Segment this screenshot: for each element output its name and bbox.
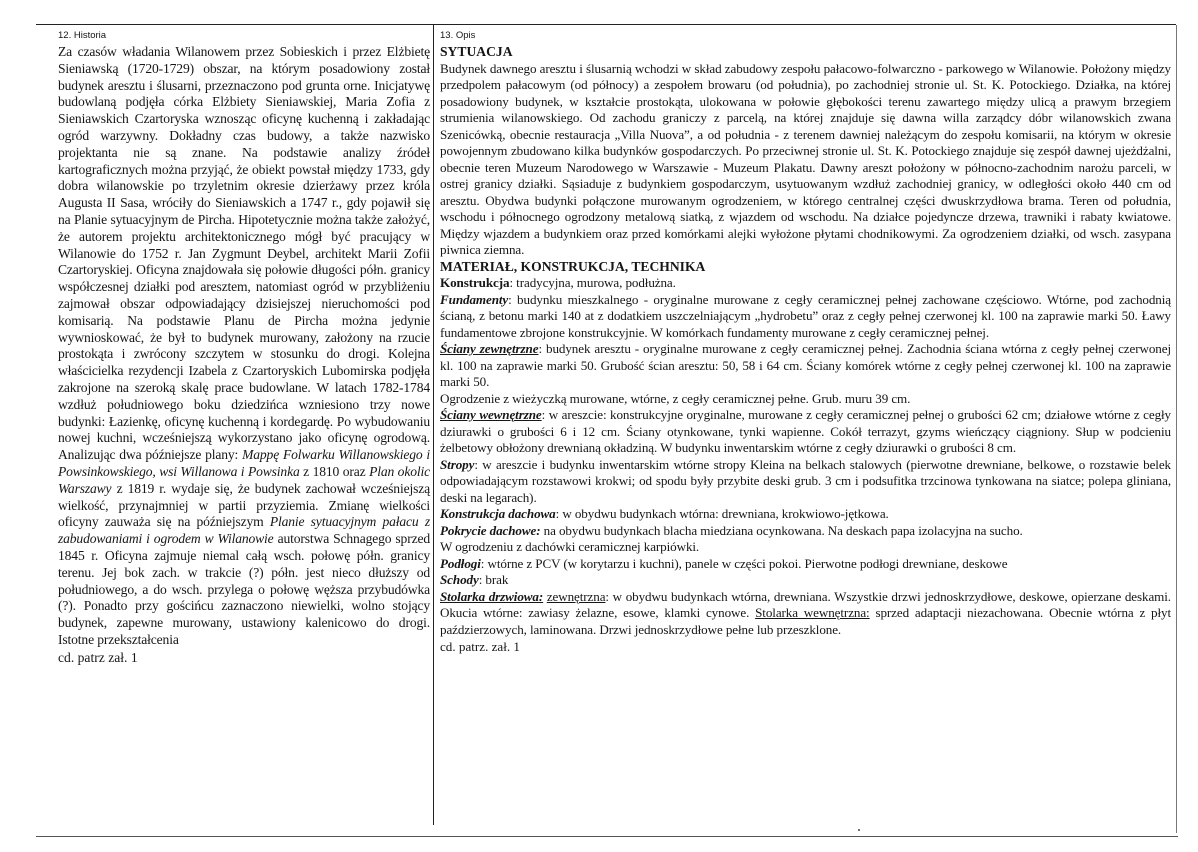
history-label: 12. Historia xyxy=(58,30,107,41)
roofing-label: Pokrycie dachowe: xyxy=(440,522,541,538)
column-divider xyxy=(433,25,434,825)
joinery-outer-text: : w obydwu budynkach wtórna, drewniana. Wszystkie drzwi jednoskrzydłowe, deskowe, opierzane deskami. Okucia wtórne: zawiasy żelazne, esowe, klamki cynowe. xyxy=(440,588,1171,620)
document-sheet xyxy=(36,24,1176,833)
history-text-1: Za czasów władania Wilanowem przez Sobieskich i przez Elżbietę Sieniawską (1720-1729) obszar, na którym posadowiony został budynek aresztu i ślusarni, przeznaczono pod grunta orne. Inicjatywę budowlaną podjęła córka Elżbiety Sieniawskiej, Maria Zofia z Sieniawskich Czartoryska wznosząc oficynę kuchenną i zakładając ogród warzywny. Dokładny czas budowy, a także nazwisko projektanta nie są znane. Na podstawie analizy źródeł kartograficznych można przyjąć, że obiekt powstał między 1733, gdy dobra wilanowskie po trzyletnim okresie dzierżawy przez króla Augusta II Sasa, wróciły do Sieniawskich a 1747 r., gdy pojawił się na Planie sytuacyjnym de Pircha. Hipotetycznie można także założyć, że autorem projektu architektonicznego mógł być pracujący w Wilanowie do 1752 r. Jan Zygmunt Deybel, architekt Marii Zofii Czartoryskiej. Oficyna znajdowała się połowie długości półn. granicy współczesnej działki pod aresztem, natomiast ogród w przybliżeniu zajmował obszar odpowiadający dzisiejszej nieruchomości pod komisarią. Na podstawie Planu de Pircha można jedynie wywnioskować, że był to budynek murowany, założony na rzucie prostokąta i zwrócony szczytem w stosunku do drogi. Kolejna właścicielka rezydencji Izabela z Czartoryskich Lubomirska podjęła zakrojone na szeroką skalę prace budowlane. W latach 1782-1784 wzdłuż południowego boku dziedzińca wzniesiono trzy nowe budynki: Łazienkę, oficynę kuchenną i kordegardę. Po wybudowaniu nowej kuchni, wcześniejszą wykorzystano jako oficynę ogrodową. Analizując dwa późniejsze plany: xyxy=(58,44,430,463)
map-title-okolice: Plan okolic Warszawy xyxy=(58,463,430,496)
ceilings-text: : w areszcie i budynku inwentarskim wtórne stropy Kleina na belkach stalowych (pierwotne drewniane, belkowe, o rozstawie belek odpowiadającym rozstawowi krokwi; od spodu były przybite deski grub. 3 cm i podsufitka trzcinowa tynkowana na siatce; polepa gliniana, deski na legarach). xyxy=(440,456,1171,505)
history-text-2: z 1810 oraz xyxy=(299,463,370,479)
history-continued-note: cd. patrz zał. 1 xyxy=(58,649,138,665)
stairs-label: Schody xyxy=(440,572,479,587)
outer-walls-text: : budynek aresztu - oryginalne murowane z cegły ceramicznej pełnej. Zachodnia ściana wtórna z cegły pełnej czerwonej kl. 100 na zaprawie marki 50. Grubość ścian aresztu: 50, 58 i 64 cm. Ściany komórek wtórne z cegły pełnej czerwonej kl. 100 na zaprawie marki 50. xyxy=(440,341,1171,389)
description-label: 13. Opis xyxy=(440,30,476,41)
stairs-entry xyxy=(440,572,1171,589)
floors-text: : wtórne z PCV (w korytarzu i kuchni), panele w części pokoi. Pierwotne podłogi drewniane, deskowe xyxy=(480,555,1008,571)
roof-structure-entry xyxy=(440,506,1171,523)
history-paragraph xyxy=(58,44,430,649)
situation-paragraph: Budynek dawnego aresztu i ślusarnią wchodzi w skład zabudowy zespołu pałacowo-folwarczno - parkowego w Wilanowie. Położony między przedpolem pałacowym (od północy) a zespołem browaru (od południa), po zachodniej stronie ul. St. K. Potockiego. Działka, na której posadowiony budynek, w kształcie prostokąta, ulokowana w połowie głębokości terenu zawartego między ulicą a prawym brzegiem strumienia wilanowskiego. Od zachodu graniczy z parcelą, na której znajduje się dawna willa zarządcy dóbr wilanowskich zwana Szenicówką, obecnie restauracja „Villa Nuova”, a od południa - z terenem dawniej należącym do zespołu komisarii, na którym w okresie powojennym zbudowano kilka budynków gospodarczych. Po przeciwnej stronie ul. St. K. Potockiego znajduje się zespół dawnej ujeżdżalni, obecnie teren Muzeum Narodowego w Warszawie - Muzeum Plakatu. Dawny areszt położony w północno-zachodnim narożu parceli, w ostrej granicy działki. Sąsiaduje z budynkiem gospodarczym, usytuowanym wzdłuż zachodniej granicy, w odległości około 440 cm od aresztu. Obydwa budynki połączone murowanym ogrodzeniem, w którego centralnej części dwuskrzydłowa brama. Teren od południa, wschodu i północnego ogrodzony metalową siatką, z wjazdem od wschodu. Na działce pojedyncze drzewa, trawniki i rabaty kwiatowe. Między wjazdem a budynkiem oraz przed komórkami alejki wyłożone płytami chodnikowymi. Za ogrodzeniem działki, od wsch. zasypana piwnica ziemna. xyxy=(440,60,1171,257)
construction-label: Konstrukcja xyxy=(440,275,510,290)
ceilings-entry xyxy=(440,457,1171,507)
stairs-text: : brak xyxy=(478,572,509,587)
inner-walls-text: : w areszcie: konstrukcyjne oryginalne, murowane z cegły ceramicznej pełnej o grubości 62 cm; działowe wtórne z cegły dziurawki o grubości 6 i 12 cm. Ściany otynkowane, tynki wapienne. Cokół terrazyt, gzyms wieńczący ciągniony. Słup w podcieniu żelbetowy obłożony drewnianą okładziną. W budynku inwentarskim wtórne z cegły dziurawki o grubości 8 cm. xyxy=(440,407,1171,455)
foundations-entry xyxy=(440,292,1171,342)
description-continued-note: cd. patrz. zał. 1 xyxy=(440,639,520,654)
history-text-4: autorstwa Schnagego sprzed 1845 r. Oficyna zajmuje niemal całą wsch. połowę półn. granicy terenu. Jej bok zach. w trakcie (?) półn. jest nieco dłuższy od południowego, a do wsch. przylega o połowę węższa przybudówka (?). Ponadto przy gościńcu zaznaczono niewielki, wolno stojący budynek, zapewne murowany, ustawiony kalenicowo do drogi. Istotne przekształcenia xyxy=(58,531,430,647)
roofing-fence-entry: W ogrodzeniu z dachówki ceramicznej karpiówki. xyxy=(440,539,700,554)
roof-structure-text: : w obydwu budynkach wtórna: drewniana, krokwiowo-jętkowa. xyxy=(555,506,889,521)
right-border xyxy=(1176,25,1177,833)
floors-entry xyxy=(440,556,1171,573)
construction-text: : tradycyjna, murowa, podłużna. xyxy=(509,275,676,290)
fence-entry: Ogrodzenie z wieżyczką murowane, wtórne, z cegły ceramicznej pełne. Grub. muru 39 cm. xyxy=(440,390,911,406)
construction-entry xyxy=(440,275,1171,292)
joinery-label: Stolarka drzwiowa: xyxy=(440,588,544,604)
bottom-rule xyxy=(36,836,1178,837)
inner-walls-label: Ściany wewnętrzne xyxy=(440,407,542,422)
ceilings-label: Stropy xyxy=(440,456,475,472)
inner-walls-entry xyxy=(440,407,1171,457)
history-column xyxy=(58,29,430,666)
roof-structure-label: Konstrukcja dachowa xyxy=(440,506,556,521)
joinery-entry xyxy=(440,589,1171,639)
joinery-inner-text: sprzed adaptacji niezachowana. Obecnie wtórna z płyt paździerzowych, laminowana. Drzwi jednoskrzydłowe pełne lub przeszklone. xyxy=(440,605,1171,637)
joinery-inner-label: Stolarka wewnętrzna: xyxy=(755,605,870,620)
situation-heading: SYTUACJA xyxy=(440,44,513,59)
material-heading: MATERIAŁ, KONSTRUKCJA, TECHNIKA xyxy=(440,258,706,274)
floors-label: Podłogi xyxy=(440,555,481,571)
map-title-schnage: Planie sytuacyjnym pałacu z zabudowaniami i ogrodem w Wilanowie xyxy=(58,514,430,547)
description-column xyxy=(440,29,1171,655)
scan-speck xyxy=(858,829,860,831)
map-title-folwark: Mappę Folwarku Willanowskiego i Powsinkowskiego, wsi Willanowa i Powsinka xyxy=(58,447,431,479)
roofing-text: na obydwu budynkach blacha miedziana ocynkowana. Na deskach papa izolacyjna na sucho. xyxy=(540,522,1023,538)
foundations-text: : budynku mieszkalnego - oryginalne murowane z cegły ceramicznej pełnej zachowane częściowo. Wtórne, pod zachodnią ścianą, z betonu marki 140 at z dodatkiem uszczelniającym „hydrobetu” oraz z cegły pełnej czerwonej kl. 100 na zaprawie marki 50. Ławy fundamentowe zbrojone konstrukcyjnie. W komórkach fundamenty murowane z cegły ceramicznej pełnej. xyxy=(440,291,1171,340)
history-text-3: z 1819 r. wydaje się, że budynek zachował wcześniejszą wielkość, przynajmniej w partii przyziemia. Zmianę wielkości oficyny zauważa się na późniejszym xyxy=(58,480,430,530)
foundations-label: Fundamenty xyxy=(440,291,509,307)
roofing-entry xyxy=(440,523,1171,540)
outer-walls-label: Ściany zewnętrzne xyxy=(440,341,539,356)
outer-walls-entry xyxy=(440,341,1171,391)
joinery-outer-label: zewnętrzna xyxy=(546,588,606,604)
